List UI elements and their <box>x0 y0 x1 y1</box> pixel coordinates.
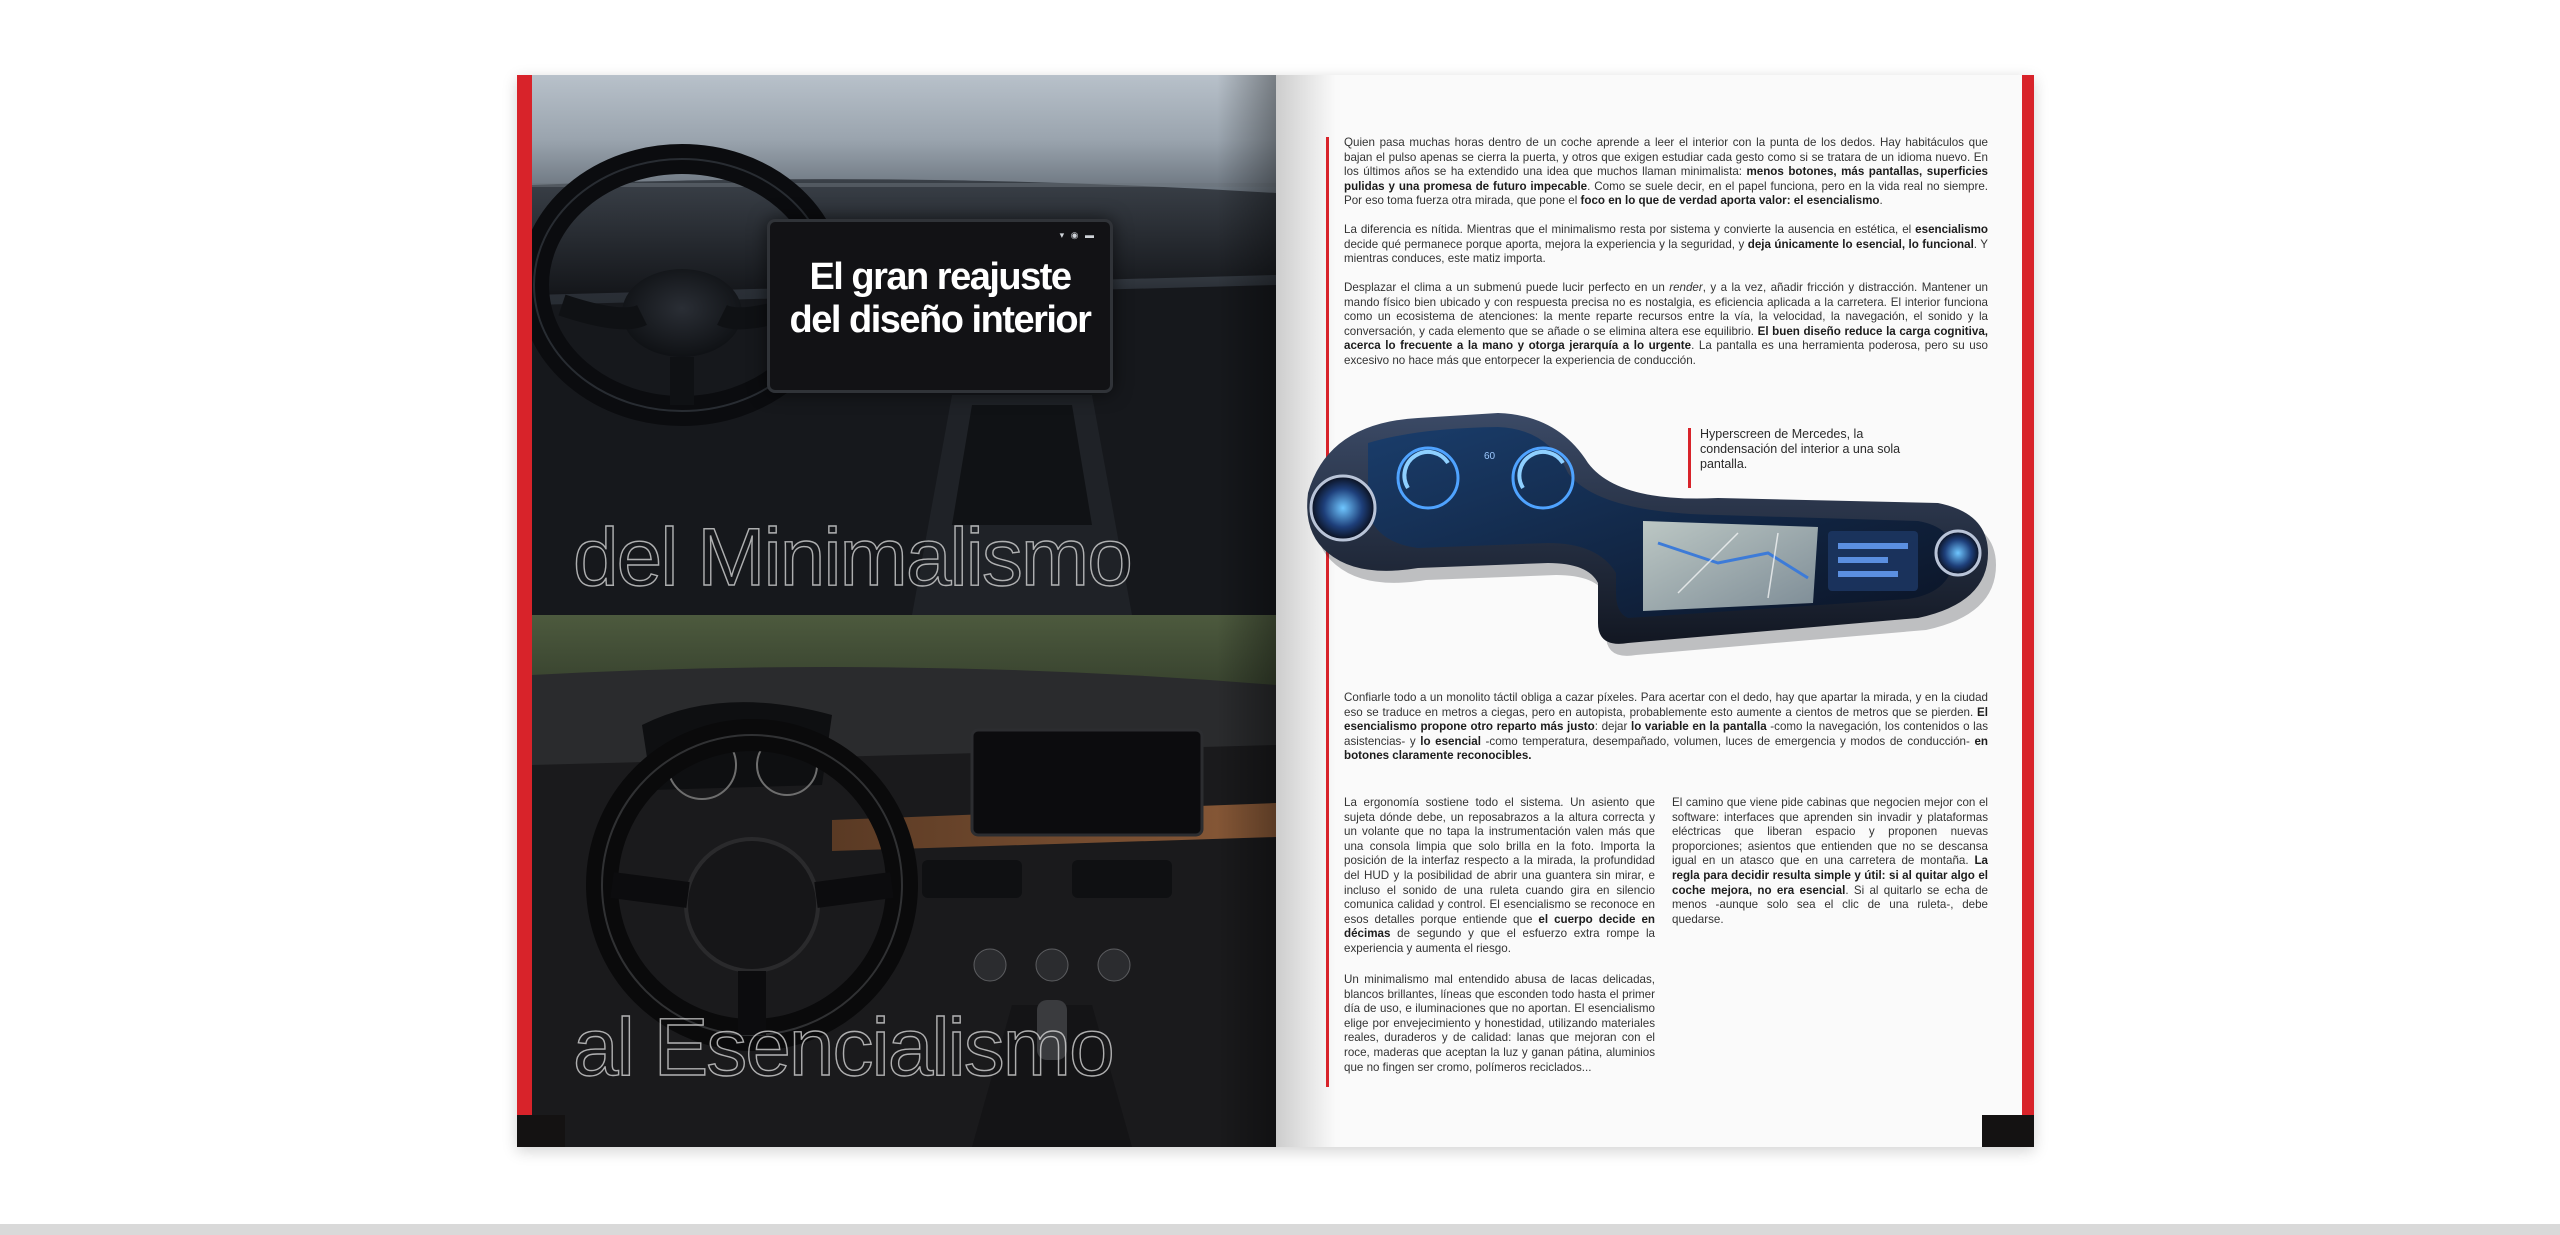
right-corner-block <box>1982 1115 2034 1147</box>
left-corner-block <box>517 1115 565 1147</box>
left-page <box>517 75 1276 1147</box>
headline-line-2: del diseño interior <box>789 299 1091 341</box>
headline-line-1: El gran reajuste <box>809 256 1071 298</box>
article-paragraph-2: La diferencia es nítida. Mientras que el minimalismo resta por sistema y convierte la ausencia en estética, el esencialismo decide qué permanece porque aporta, mejora la experiencia y la seguridad, y deja únicamente lo esencial, lo funcional. Y mientras conduces, este matiz importa. <box>1344 223 1989 266</box>
caption-rule <box>1688 428 1691 488</box>
center-screen <box>767 219 1113 393</box>
article-paragraph-4: Confiarle todo a un monolito táctil obliga a cazar píxeles. Para acertar con el dedo, hay que apartar la mirada, y en la ciudad eso se traduce en metros a ciegas, pero en autopista, probablemente esto aumente a cientos de metros que se pierden. El esencialismo propone otro reparto más justo: dejar lo variable en la pantalla -como la navegación, los contenidos o las asistencias- y lo esencial -como temperatura, desempañado, volumen, luces de emergencia y modos de conducción- en botones claramente reconocibles. <box>1344 691 1989 763</box>
magazine-spread <box>517 75 2034 1147</box>
page-headline <box>770 256 1110 342</box>
outline-title-1: del Minimalismo <box>573 512 1131 603</box>
article-paragraph-1: Quien pasa muchas horas dentro de un coche aprende a leer el interior con la punta de los dedos. Hay habitáculos que bajan el pulso apenas se cierra la puerta, y otros que exigen estudiar cada gesto como si se tratara de un idioma nuevo. En los últimos años se ha extendido una idea que muchos llaman minimalista: menos botones, más pantallas, superficies pulidas y una promesa de futuro impecable. Como se suele decir, en el papel funciona, pero en la vida real no siempre. Por eso toma fuerza otra mirada, que pone el foco en lo que de verdad aporta valor: el esencialismo. <box>1344 136 1988 208</box>
article-column-1-paragraph-2: Un minimalismo mal entendido abusa de lacas delicadas, blancos brillantes, líneas que esconden todo hasta el primer día de uso, e iluminaciones que no aportan. El esencialismo elige por envejecimiento y honestidad, utilizando materiales reales, duraderos y de calidad: lanas que mejoran con el roce, maderas que aceptan la luz y ganan pátina, aluminios que no fingen ser cromo, polímeros reciclados... <box>1344 973 1655 1074</box>
left-red-edge <box>517 75 532 1115</box>
article-column-2-paragraph-1: El camino que viene pide cabinas que negocien mejor con el software: interfaces que aprenden sin invadir y plataformas eléctricas que liberan espacio y proponen nuevas proporciones; asientos que entienden que no se descansa igual en un atasco que en una carretera de montaña. La regla para decidir resulta simple y útil: si al quitar algo el coche mejora, no era esencial. Si al quitarlo se echa de menos -aunque solo sea el clic de una ruleta-, debe quedarse. <box>1672 796 1989 926</box>
floor-shadow <box>0 1224 2560 1235</box>
hyperscreen-readout: 60 <box>1484 451 1496 462</box>
right-page <box>1276 75 2034 1147</box>
article-paragraph-3: Desplazar el clima a un submenú puede lucir perfecto en un render, y a la vez, añadir fricción y distracción. Mantener un mando físico bien ubicado y con respuesta precisa no es nostalgia, es eficiencia aplicada a la carretera. El interior funciona como un ecosistema de atenciones: la mente reparte recursos entre la vía, la velocidad, la navegación, el sonido y la conversación, y cada elemento que se añade o se elimina altera ese equilibrio. El buen diseño reduce la carga cognitiva, acerca lo frecuente a la mano y otorga jerarquía a lo urgente. La pantalla es una herramienta poderosa, pero su uso excesivo no hace más que entorpecer la experiencia de conducción. <box>1344 281 1989 367</box>
status-icons: ▾ ◉ ▬ <box>1059 230 1096 240</box>
image-caption: Hyperscreen de Mercedes, la condensación del interior a una sola pantalla. <box>1700 427 1901 471</box>
outline-title-2: al Esencialismo <box>573 1002 1113 1093</box>
article-column-1-paragraph-1: La ergonomía sostiene todo el sistema. Un asiento que sujeta dónde debe, un reposabrazos a la altura correcta y un volante que no tapa la instrumentación valen más que una consola limpia que solo brilla en la foto. Importa la posición de la interfaz respecto a la mirada, la profundidad del HUD y la posibilidad de abrir una guantera sin mirar, e incluso el sonido de una ruleta cuando gira en silencio comunica calidad y control. El esencialismo se reconoce en esos detalles porque entiende que el cuerpo decide en décimas de segundo y que el esfuerzo extra rompe la experiencia y aumenta el riesgo. <box>1344 796 1656 955</box>
right-red-edge <box>2022 75 2034 1115</box>
